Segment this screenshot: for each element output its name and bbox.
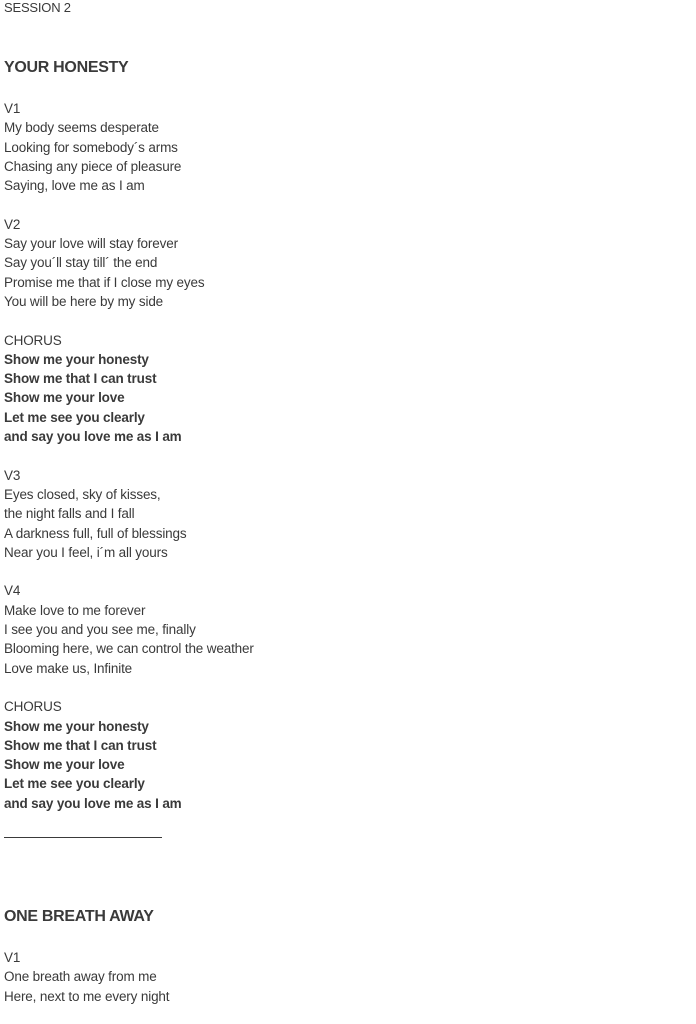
song-title: ONE BREATH AWAY [4, 908, 154, 925]
lyric-line: Say you´ll stay till´ the end [4, 255, 158, 271]
lyric-line: the night falls and I fall [4, 506, 135, 522]
lyric-line: Eyes closed, sky of kisses, [4, 486, 161, 502]
section-label: V3 [4, 467, 21, 483]
chorus-line: Show me that I can trust [4, 371, 157, 387]
lyric-line: Say your love will stay forever [4, 236, 178, 252]
section-label: V1 [4, 101, 21, 116]
song-title: YOUR HONESTY [4, 59, 129, 76]
chorus-line: Show me your love [4, 390, 125, 406]
section-chorus [4, 331, 254, 447]
section-label: CHORUS [4, 699, 62, 715]
section-label: V1 [4, 950, 21, 965]
section-label: CHORUS [4, 332, 62, 348]
lyric-line: Saying, love me as I am [4, 178, 145, 194]
lyric-line: Love make us, Infinite [4, 660, 133, 676]
chorus-line: and say you love me as I am [4, 429, 182, 445]
chorus-line: Show me your love [4, 757, 125, 773]
section-v1 [4, 948, 169, 1006]
lyric-line: Promise me that if I close my eyes [4, 274, 205, 290]
lyric-line: I see you and you see me, finally [4, 622, 196, 638]
chorus-line: and say you love me as I am [4, 795, 182, 811]
lyric-line: You will be here by my side [4, 293, 164, 309]
section-v4 [4, 581, 254, 677]
lyric-line: One breath away from me [4, 969, 157, 985]
chorus-line: Show me your honesty [4, 718, 149, 734]
song-your-honesty [4, 58, 254, 813]
section-label: V4 [4, 583, 21, 599]
lyric-line: My body seems desperate [4, 120, 159, 136]
session-label: SESSION 2 [4, 0, 71, 15]
chorus-line: Let me see you clearly [4, 776, 145, 792]
song-divider [4, 837, 162, 838]
section-chorus-2 [4, 697, 254, 813]
chorus-line: Show me your honesty [4, 351, 149, 367]
lyric-line: Here, next to me every night [4, 988, 170, 1004]
section-v1 [4, 99, 254, 195]
lyric-line: Blooming here, we can control the weather [4, 641, 254, 657]
lyric-line: Make love to me forever [4, 602, 146, 618]
lyric-line: Near you I feel, i´m all yours [4, 544, 168, 560]
chorus-line: Let me see you clearly [4, 409, 145, 425]
section-v2 [4, 215, 254, 311]
lyric-line: Looking for somebody´s arms [4, 139, 178, 155]
song-one-breath-away [4, 907, 169, 1006]
lyric-line: A darkness full, full of blessings [4, 525, 187, 541]
section-label: V2 [4, 216, 21, 232]
chorus-line: Show me that I can trust [4, 737, 157, 753]
lyric-line: Chasing any piece of pleasure [4, 158, 182, 174]
section-v3 [4, 466, 254, 562]
